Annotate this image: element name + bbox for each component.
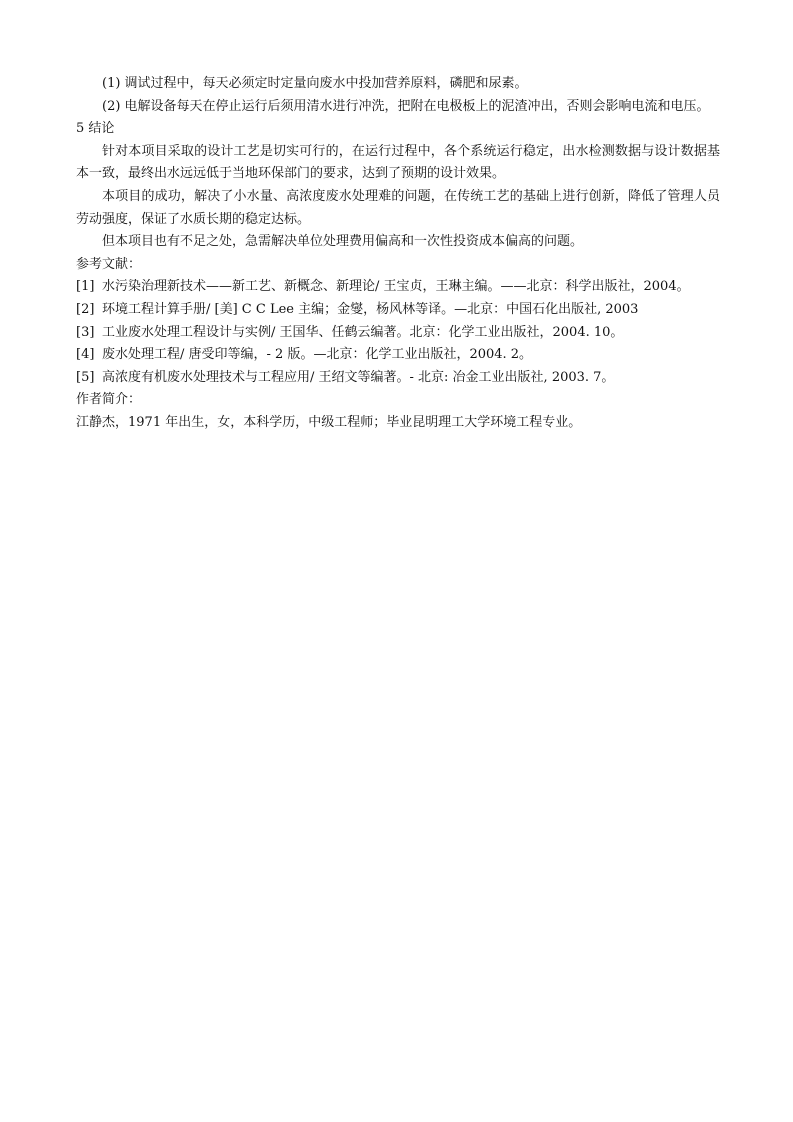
reference-item: [76, 367, 720, 390]
reference-list: [76, 276, 720, 389]
author-bio: 江静杰，1971 年出生，女，本科学历，中级工程师；毕业昆明理工大学环境工程专业。: [76, 414, 582, 430]
reference-item: [76, 276, 720, 299]
reference-number: [2]: [76, 301, 95, 317]
reference-number: [1]: [76, 279, 95, 295]
author-heading: 作者简介：: [76, 392, 142, 408]
reference-text: 工业废水处理工程设计与实例/ 王国华、任鹤云编著。北京：化学工业出版社，2004. 10。: [102, 324, 624, 340]
reference-text: 环境工程计算手册/ [美] C C Lee 主编；金燮，杨风林等译。—北京：中国石化出版社, 2003: [102, 301, 639, 317]
paragraph-conclusion-2: 本项目的成功，解决了小水量、高浓度废水处理难的问题，在传统工艺的基础上进行创新，降低了管理人员劳动强度，保证了水质长期的稳定达标。: [76, 188, 720, 227]
paragraph-conclusion-1: 针对本项目采取的设计工艺是切实可行的，在运行过程中，各个系统运行稳定，出水检测数据与设计数据基本一致，最终出水远远低于当地环保部门的要求，达到了预期的设计效果。: [76, 143, 720, 182]
paragraph-conclusion-3: 但本项目也有不足之处，急需解决单位处理费用偏高和一次性投资成本偏高的问题。: [102, 234, 584, 250]
reference-number: [4]: [76, 347, 95, 363]
reference-text: 废水处理工程/ 唐受印等编，- 2 版。—北京：化学工业出版社，2004. 2。: [102, 347, 533, 363]
reference-text: 高浓度有机废水处理技术与工程应用/ 王绍文等编著。- 北京: 冶金工业出版社, 2003. 7。: [102, 369, 615, 385]
reference-number: [3]: [76, 324, 95, 340]
reference-item: [76, 322, 720, 345]
references-heading: 参考文献：: [76, 256, 142, 272]
reference-text: 水污染治理新技术——新工艺、新概念、新理论/ 王宝贞，王琳主编。——北京：科学出版社，2004。: [102, 279, 690, 295]
reference-item: [76, 344, 720, 367]
document-page: [76, 73, 720, 435]
section-heading-conclusion: 5 结论: [76, 121, 115, 137]
paragraph-debug-2: (2) 电解设备每天在停止运行后须用清水进行冲洗，把附在电极板上的泥渣冲出，否则会影响电流和电压。: [102, 98, 710, 114]
paragraph-debug-1: (1) 调试过程中，每天必须定时定量向废水中投加营养原料，磷肥和尿素。: [102, 76, 528, 91]
reference-item: [76, 299, 720, 322]
reference-number: [5]: [76, 369, 95, 385]
